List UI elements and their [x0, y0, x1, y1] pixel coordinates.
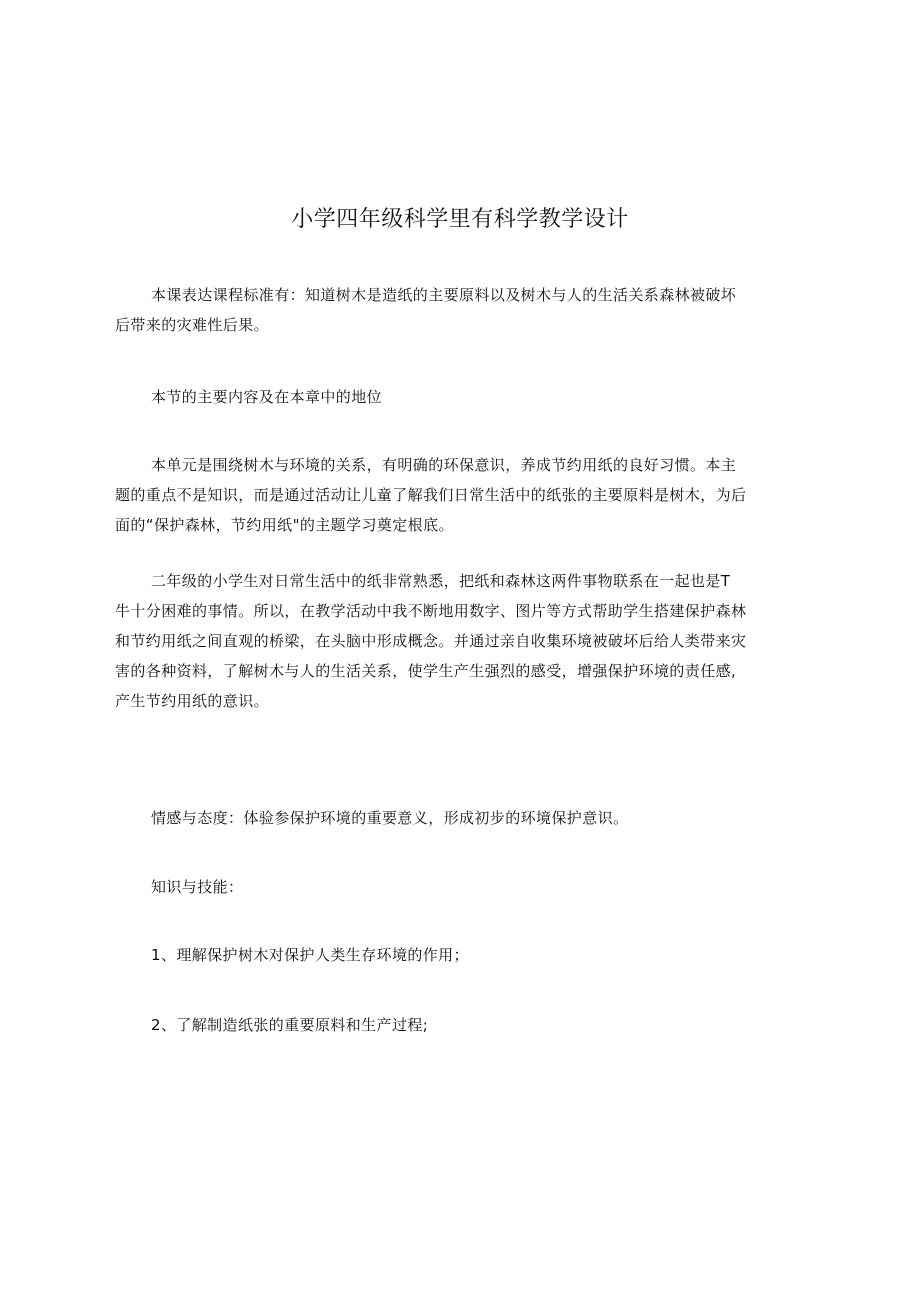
paragraph-line: 知识与技能：	[151, 878, 244, 896]
list-item-objective-2	[115, 1010, 805, 1040]
paragraph-line: 和节约用纸之间直观的桥梁，在头脑中形成概念。并通过亲自收集环境被破坏后给人类带来灾	[115, 632, 747, 650]
list-item-objective-1	[115, 940, 805, 970]
paragraph-line: 本节的主要内容及在本章中的地位	[151, 388, 383, 406]
paragraph-line: 2、了解制造纸张的重要原料和生产过程;	[151, 1016, 429, 1034]
paragraph-line: 害的各种资料，了解树木与人的生活关系，使学生产生强烈的感受，增强保护环境的责任感,	[115, 662, 737, 680]
paragraph-line: 本单元是围绕树木与环境的关系，有明确的环保意识，养成节约用纸的良好习惯。本主	[151, 456, 737, 474]
paragraph-line: 本课表达课程标准有：知道树木是造纸的主要原料以及树木与人的生活关系森林被破坏	[151, 286, 737, 304]
paragraph-unit-overview	[115, 450, 805, 540]
section-heading-content-position	[115, 382, 805, 412]
paragraph-student-analysis	[115, 566, 805, 716]
paragraph-line: 二年级的小学生对日常生活中的纸非常熟悉，把纸和森林这两件事物联系在一起也是T	[151, 572, 731, 590]
paragraph-emotion-attitude	[115, 803, 805, 833]
document-title: 小学四年级科学里有科学教学设计	[291, 207, 629, 232]
section-heading-knowledge-skills	[115, 872, 805, 902]
paragraph-line: 1、理解保护树木对保护人类生存环境的作用；	[151, 946, 469, 964]
paragraph-curriculum-standard	[115, 280, 805, 340]
paragraph-line: 牛十分困难的事情。所以，在教学活动中我不断地用数字、图片等方式帮助学生搭建保护森林	[115, 602, 747, 620]
paragraph-line: 后带来的灾难性后果。	[115, 316, 270, 334]
paragraph-line: 题的重点不是知识，而是通过活动让儿童了解我们日常生活中的纸张的主要原料是树木，为后	[115, 486, 747, 504]
paragraph-line: 产生节约用纸的意识。	[115, 692, 270, 710]
paragraph-line: 情感与态度：体验参保护环境的重要意义，形成初步的环境保护意识。	[151, 809, 629, 827]
paragraph-line: 面的“保护森林，节约用纸"的主题学习奠定根底。	[115, 516, 454, 534]
